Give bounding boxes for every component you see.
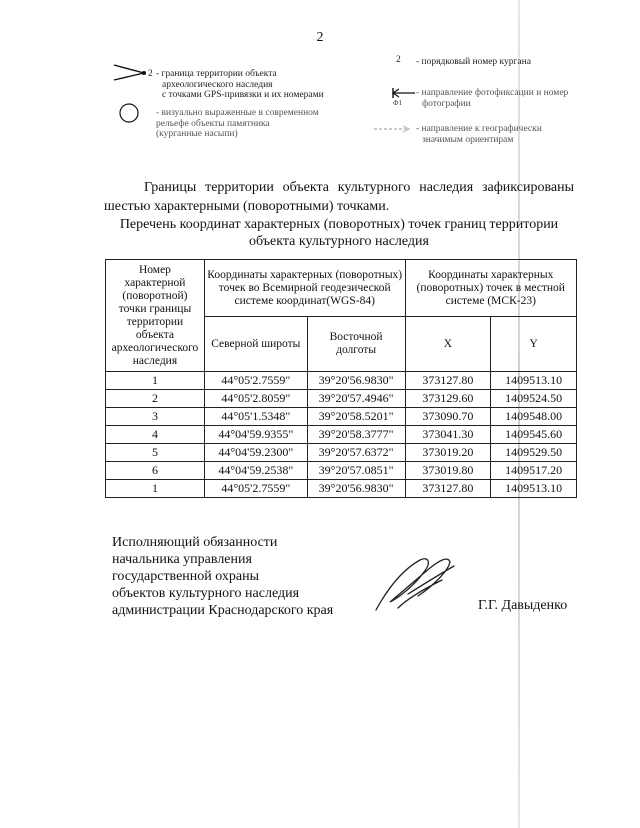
coordinates-list-title: Перечень координат характерных (поворотных) точек границ территории объекта культурного наследия xyxy=(119,217,559,249)
handwritten-signature xyxy=(368,548,464,620)
cell-x: 373090.70 xyxy=(405,408,491,426)
page-number: 2 xyxy=(316,30,324,45)
cell-y: 1409513.10 xyxy=(491,372,577,390)
cell-lat: 44°04'59.2538" xyxy=(204,462,307,480)
table-row xyxy=(106,480,577,498)
cell-x: 373129.60 xyxy=(405,390,491,408)
cell-point-number: 6 xyxy=(106,462,205,480)
cell-x: 373019.20 xyxy=(405,444,491,462)
header-lat: Северной широты xyxy=(204,317,307,372)
header-wgs-group: Координаты характерных (поворотных) точек во Всемирной геодезической системе координат(WGS-84) xyxy=(204,260,405,317)
legend-boundary-text: - граница территории объекта археологического наследия с точками GPS-привязки и их номерами xyxy=(156,69,324,100)
cell-x: 373019.80 xyxy=(405,462,491,480)
signatory-name: Г.Г. Давыденко xyxy=(478,598,568,613)
cell-lat: 44°04'59.2300" xyxy=(204,444,307,462)
cell-x: 373041.30 xyxy=(405,426,491,444)
cell-lon: 39°20'58.3777" xyxy=(307,426,405,444)
legend-photo-marker: Ф1 xyxy=(393,99,403,107)
cell-point-number: 1 xyxy=(106,372,205,390)
table-header-row xyxy=(106,260,577,317)
cell-lon: 39°20'56.9830" xyxy=(307,372,405,390)
legend-photo-text: - направление фотофиксации и номер фотографии xyxy=(416,88,569,109)
header-lon: Восточной долготы xyxy=(307,317,405,372)
legend-boundary-marker: 2 xyxy=(148,69,153,79)
cell-lon: 39°20'56.9830" xyxy=(307,480,405,498)
cell-point-number: 5 xyxy=(106,444,205,462)
cell-lon: 39°20'57.0851" xyxy=(307,462,405,480)
cell-lat: 44°05'2.8059" xyxy=(204,390,307,408)
cell-y: 1409513.10 xyxy=(491,480,577,498)
header-x: X xyxy=(405,317,491,372)
header-msk-group: Координаты характерных (поворотных) точек в местной системе (МСК-23) xyxy=(405,260,577,317)
legend-mound-text: - визуально выраженные в современном рельефе объекты памятника (курганные насыпи) xyxy=(156,108,319,139)
table-row xyxy=(106,372,577,390)
table-row xyxy=(106,408,577,426)
cell-y: 1409517.20 xyxy=(491,462,577,480)
landmark-direction-arrow-icon xyxy=(372,124,412,134)
signatory-position: Исполняющий обязанности начальника управления государственной охраны объектов культурного наследия администрации Краснодарского края xyxy=(112,535,334,618)
cell-lat: 44°04'59.9355" xyxy=(204,426,307,444)
photo-direction-arrow-icon xyxy=(391,86,417,100)
cell-lat: 44°05'2.7559" xyxy=(204,480,307,498)
legend-mound-number-marker: 2 xyxy=(396,55,401,65)
boundary-line-icon xyxy=(112,62,152,82)
cell-point-number: 4 xyxy=(106,426,205,444)
table-row xyxy=(106,390,577,408)
table-row xyxy=(106,444,577,462)
header-point-number: Номер характерной (поворотной) точки границы территории объекта археологического наследия xyxy=(106,260,205,372)
table-row xyxy=(106,426,577,444)
coordinates-table xyxy=(105,259,577,498)
cell-lon: 39°20'58.5201" xyxy=(307,408,405,426)
header-y: Y xyxy=(491,317,577,372)
legend-mound-number-text: - порядковый номер кургана xyxy=(416,57,531,67)
cell-lon: 39°20'57.4946" xyxy=(307,390,405,408)
legend-landmark-text: - направление к географически значимым ориентирам xyxy=(416,124,542,145)
cell-x: 373127.80 xyxy=(405,480,491,498)
cell-lat: 44°05'1.5348" xyxy=(204,408,307,426)
cell-point-number: 1 xyxy=(106,480,205,498)
cell-y: 1409529.50 xyxy=(491,444,577,462)
table-row xyxy=(106,462,577,480)
cell-x: 373127.80 xyxy=(405,372,491,390)
cell-y: 1409548.00 xyxy=(491,408,577,426)
boundary-paragraph: Границы территории объекта культурного наследия зафиксированы шестью характерными (поворотными) точками. xyxy=(104,180,574,214)
cell-y: 1409524.50 xyxy=(491,390,577,408)
cell-y: 1409545.60 xyxy=(491,426,577,444)
cell-point-number: 2 xyxy=(106,390,205,408)
cell-lat: 44°05'2.7559" xyxy=(204,372,307,390)
cell-lon: 39°20'57.6372" xyxy=(307,444,405,462)
mound-circle-icon xyxy=(118,102,140,124)
cell-point-number: 3 xyxy=(106,408,205,426)
